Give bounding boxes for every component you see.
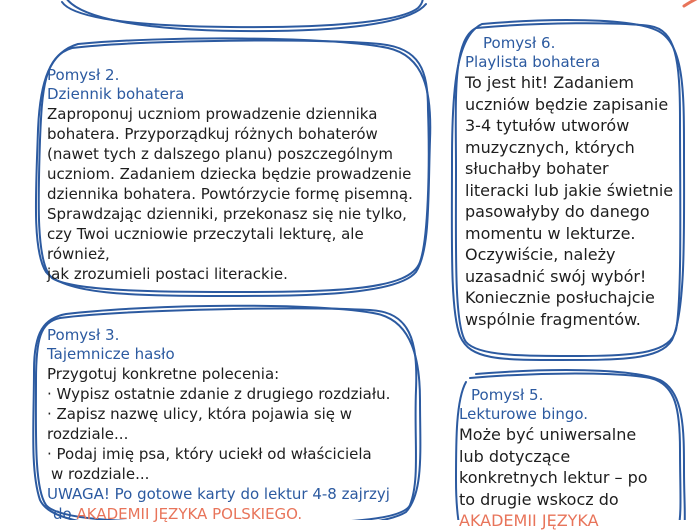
card2-line: uczniom. Zadaniem dziecka będzie prowadzenie — [47, 165, 412, 183]
card3-note-prefix: do — [53, 505, 77, 523]
card2-line: jak zrozumieli postaci literackie. — [47, 265, 288, 283]
card6-line: 3-4 tytułów utworów — [465, 116, 630, 135]
card5-line: konkretnych lektur – po — [459, 468, 648, 487]
card2-title: Dziennik bohatera — [47, 85, 185, 103]
card3-item: · Zapisz nazwę ulicy, która pojawia się w rozdziale... — [47, 405, 353, 443]
card3-label: Pomysł 3. — [47, 326, 120, 344]
card6-line: muzycznych, których — [465, 137, 635, 157]
akademia-link-partial[interactable]: AKADEMII JĘZYKA — [459, 511, 599, 530]
card3-item: w rozdziale... — [51, 465, 150, 483]
red-stroke-decoration — [684, 0, 698, 6]
card3-note-line2 — [47, 504, 417, 524]
card6-line: wspólnie fragmentów. — [465, 309, 641, 329]
card2-line: Sprawdzając dzienniki, przekonasz się nie tylko, — [47, 205, 407, 223]
card3-body — [47, 364, 417, 524]
card3-item: · Wypisz ostatnie zdanie z drugiego rozdziału. — [47, 385, 391, 403]
card2-label: Pomysł 2. — [47, 66, 120, 84]
card5-line: lub dotyczące — [459, 446, 571, 466]
card-idea-6 — [465, 34, 680, 330]
card3-title: Tajemnicze hasło — [47, 345, 175, 363]
card3-note: UWAGA! Po gotowe karty do lektur 4-8 zajrzyj — [47, 485, 390, 503]
card5-line: to drugie wskocz do — [459, 489, 619, 509]
card5-line: Może być uniwersalne — [459, 425, 637, 444]
card5-title: Lekturowe bingo. — [459, 405, 589, 423]
card-idea-3 — [47, 326, 417, 524]
card6-line: uzasadnić swój wybór! — [465, 266, 647, 286]
card6-label: Pomysł 6. — [483, 34, 556, 52]
card3-intro: Przygotuj konkretne polecenia: — [47, 365, 280, 383]
akademia-link[interactable]: AKADEMII JĘZYKA POLSKIEGO. — [76, 505, 303, 523]
card2-line: (nawet tych z dalszego planu) poszczególnym — [47, 145, 393, 163]
card-idea-5 — [459, 386, 684, 532]
card6-line: momentu w lekturze. — [465, 223, 636, 243]
card2-body — [47, 104, 419, 284]
card2-line: dziennika bohatera. Powtórzycie formę pisemną. — [47, 185, 413, 203]
top-card-frame — [62, 0, 423, 27]
card6-line: uczniów będzie zapisanie — [465, 94, 669, 114]
card6-title: Playlista bohatera — [465, 53, 601, 71]
card6-line: To jest hit! Zadaniem — [465, 73, 635, 92]
card6-line: słuchałby bohater — [465, 159, 609, 178]
card2-line: bohatera. Przyporządkuj różnych bohaterów — [47, 125, 378, 143]
card2-line: czy Twoi uczniowie przeczytali lekturę, ale również, — [47, 225, 364, 263]
card6-line: Koniecznie posłuchajcie — [465, 288, 655, 307]
card6-line: Oczywiście, należy — [465, 245, 616, 264]
card6-body — [465, 72, 680, 330]
card5-label: Pomysł 5. — [471, 386, 544, 404]
card6-line: pasowałyby do danego — [465, 202, 650, 221]
card2-line: Zaproponuj uczniom prowadzenie dziennika — [47, 105, 378, 123]
card5-body — [459, 424, 684, 532]
card-idea-2 — [47, 66, 419, 284]
card3-item: · Podaj imię psa, który uciekł od właściciela — [47, 445, 372, 463]
card6-line: literacki lub jakie świetnie — [465, 180, 674, 200]
